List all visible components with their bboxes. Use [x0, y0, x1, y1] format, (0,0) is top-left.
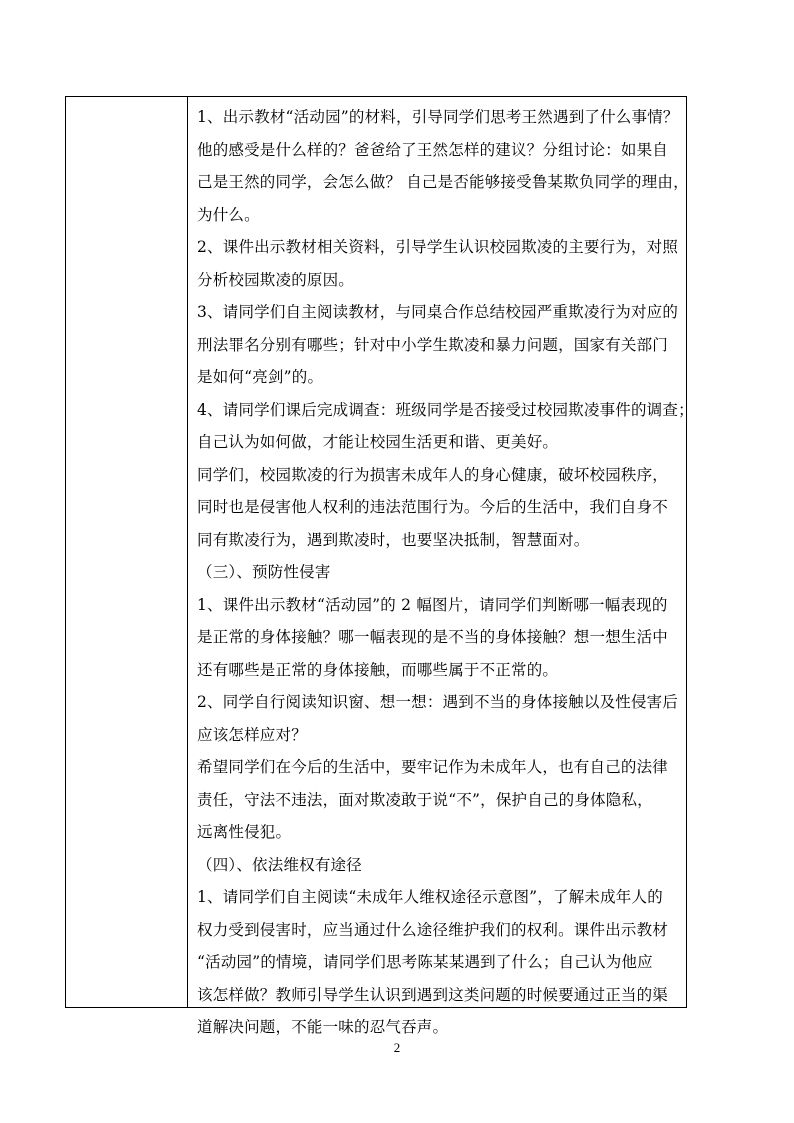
text-line: 同时也是侵害他人权利的违法范围行为。今后的生活中，我们自身不	[197, 498, 669, 516]
text-line: “活动园”的情境，请同学们思考陈某某遇到了什么；自己认为他应	[197, 953, 653, 971]
section-heading: （四）、依法维权有途径	[197, 855, 362, 874]
text-line: 应该怎样应对？	[197, 725, 307, 744]
text-line: 该怎样做？教师引导学生认识到遇到这类问题的时候要通过正当的渠	[197, 985, 669, 1004]
section-heading: （三）、预防性侵害	[197, 563, 331, 581]
text-line: 远离性侵犯。	[197, 823, 292, 841]
table-left-column	[66, 97, 188, 1007]
text-line: 同有欺凌行为，遇到欺凌时，也要坚决抵制，智慧面对。	[197, 530, 590, 549]
text-line: 希望同学们在今后的生活中，要牢记作为未成年人，也有自己的法律	[197, 758, 669, 776]
text-line: 为什么。	[197, 205, 260, 224]
text-line: 道解决问题，不能一味的忍气吞声。	[197, 1018, 449, 1036]
text-line: 1、出示教材“活动园”的材料，引导同学们思考王然遇到了什么事情？	[197, 108, 679, 126]
text-line: 1、课件出示教材“活动园”的 2 幅图片，请同学们判断哪一幅表现的	[197, 595, 668, 614]
text-line: 4、请同学们课后完成调查：班级同学是否接受过校园欺凌事件的调查；	[197, 400, 694, 419]
lesson-table	[65, 96, 694, 1036]
text-line: 3、请同学们自主阅读教材，与同桌合作总结校园严重欺凌行为对应的	[197, 303, 679, 321]
text-line: 刑法罪名分别有哪些；针对中小学生欺凌和暴力问题，国家有关部门	[197, 335, 669, 354]
text-line: 是如何“亮剑”的。	[197, 368, 324, 386]
text-line: 2、课件出示教材相关资料，引导学生认识校园欺凌的主要行为，对照	[197, 238, 679, 256]
text-line: 己是王然的同学，会怎么做？ 自己是否能够接受鲁某欺负同学的理由，	[197, 173, 689, 191]
page-number: 2	[393, 1040, 401, 1055]
text-line: 责任，守法不违法，面对欺凌敢于说“不”，保护自己的身体隐私，	[197, 790, 653, 809]
text-line: 分析校园欺凌的原因。	[197, 270, 355, 289]
text-line: 自己认为如何做，才能让校园生活更和谐、更美好。	[197, 433, 559, 451]
text-line: 同学们，校园欺凌的行为损害未成年人的身心健康，破坏校园秩序，	[197, 465, 669, 484]
text-line: 他的感受是什么样的？爸爸给了王然怎样的建议？分组讨论：如果自	[197, 140, 669, 159]
text-line: 2、同学自行阅读知识窗、想一想：遇到不当的身体接触以及性侵害后	[197, 693, 679, 711]
text-line: 还有哪些是正常的身体接触，而哪些属于不正常的。	[197, 660, 559, 679]
text-line: 1、请同学们自主阅读“未成年人维权途径示意图”，了解未成年人的	[197, 888, 663, 906]
table-content-cell	[197, 101, 694, 1044]
text-line: 权力受到侵害时，应当通过什么途径维护我们的权利。课件出示教材	[197, 920, 669, 939]
text-line: 是正常的身体接触？哪一幅表现的是不当的身体接触？想一想生活中	[197, 628, 669, 646]
